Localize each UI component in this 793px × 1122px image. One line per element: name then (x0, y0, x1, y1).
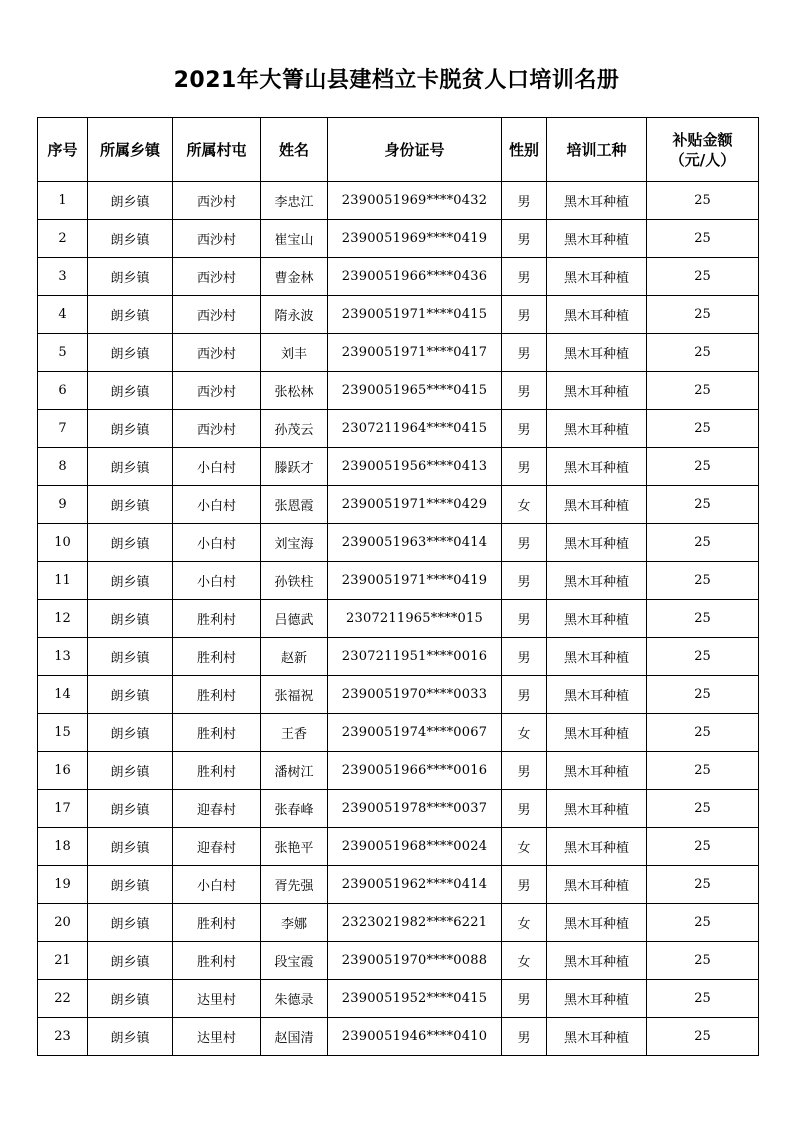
cell-village: 小白村 (173, 562, 261, 600)
cell-village: 小白村 (173, 486, 261, 524)
cell-subsidy: 25 (647, 790, 759, 828)
table-row (38, 486, 759, 524)
cell-town: 朗乡镇 (88, 638, 173, 676)
cell-id-number: 2390051956****0413 (328, 448, 502, 486)
cell-village: 胜利村 (173, 904, 261, 942)
cell-subsidy: 25 (647, 752, 759, 790)
cell-subsidy: 25 (647, 942, 759, 980)
table-row (38, 828, 759, 866)
cell-gender: 男 (502, 1018, 547, 1056)
cell-village: 西沙村 (173, 410, 261, 448)
cell-town: 朗乡镇 (88, 448, 173, 486)
cell-name: 胥先强 (261, 866, 328, 904)
cell-town: 朗乡镇 (88, 334, 173, 372)
table-header (38, 118, 759, 182)
cell-town: 朗乡镇 (88, 828, 173, 866)
cell-subsidy: 25 (647, 296, 759, 334)
cell-town: 朗乡镇 (88, 220, 173, 258)
cell-name: 潘树江 (261, 752, 328, 790)
cell-town: 朗乡镇 (88, 676, 173, 714)
header-village: 所属村屯 (173, 118, 261, 182)
cell-gender: 男 (502, 790, 547, 828)
cell-village: 迎春村 (173, 828, 261, 866)
cell-seq: 11 (38, 562, 88, 600)
cell-subsidy: 25 (647, 334, 759, 372)
cell-subsidy: 25 (647, 182, 759, 220)
cell-town: 朗乡镇 (88, 296, 173, 334)
cell-name: 张恩霞 (261, 486, 328, 524)
table-row (38, 220, 759, 258)
cell-id-number: 2390051963****0414 (328, 524, 502, 562)
cell-seq: 9 (38, 486, 88, 524)
cell-seq: 10 (38, 524, 88, 562)
cell-trade: 黑木耳种植 (547, 790, 647, 828)
cell-trade: 黑木耳种植 (547, 714, 647, 752)
header-subsidy (647, 118, 759, 182)
cell-trade: 黑木耳种植 (547, 258, 647, 296)
cell-name: 张春峰 (261, 790, 328, 828)
cell-village: 西沙村 (173, 182, 261, 220)
cell-town: 朗乡镇 (88, 258, 173, 296)
cell-name: 孙茂云 (261, 410, 328, 448)
cell-gender: 男 (502, 182, 547, 220)
cell-village: 小白村 (173, 866, 261, 904)
table-row (38, 942, 759, 980)
cell-id-number: 2390051970****0088 (328, 942, 502, 980)
cell-id-number: 2390051968****0024 (328, 828, 502, 866)
cell-gender: 男 (502, 334, 547, 372)
cell-town: 朗乡镇 (88, 372, 173, 410)
cell-village: 小白村 (173, 448, 261, 486)
cell-seq: 7 (38, 410, 88, 448)
table-row (38, 676, 759, 714)
cell-town: 朗乡镇 (88, 562, 173, 600)
cell-trade: 黑木耳种植 (547, 828, 647, 866)
cell-seq: 13 (38, 638, 88, 676)
cell-subsidy: 25 (647, 980, 759, 1018)
cell-village: 小白村 (173, 524, 261, 562)
cell-village: 胜利村 (173, 638, 261, 676)
cell-seq: 20 (38, 904, 88, 942)
training-roster-table (37, 117, 759, 1056)
cell-trade: 黑木耳种植 (547, 942, 647, 980)
cell-gender: 男 (502, 676, 547, 714)
cell-id-number: 2390051971****0429 (328, 486, 502, 524)
cell-trade: 黑木耳种植 (547, 182, 647, 220)
cell-name: 刘宝海 (261, 524, 328, 562)
cell-subsidy: 25 (647, 828, 759, 866)
cell-village: 胜利村 (173, 752, 261, 790)
cell-village: 西沙村 (173, 334, 261, 372)
cell-gender: 男 (502, 524, 547, 562)
cell-seq: 12 (38, 600, 88, 638)
cell-village: 胜利村 (173, 714, 261, 752)
cell-town: 朗乡镇 (88, 790, 173, 828)
cell-name: 赵新 (261, 638, 328, 676)
cell-trade: 黑木耳种植 (547, 752, 647, 790)
table-row (38, 258, 759, 296)
cell-seq: 14 (38, 676, 88, 714)
cell-seq: 17 (38, 790, 88, 828)
cell-gender: 男 (502, 752, 547, 790)
cell-gender: 男 (502, 296, 547, 334)
cell-village: 达里村 (173, 980, 261, 1018)
cell-town: 朗乡镇 (88, 486, 173, 524)
cell-village: 西沙村 (173, 372, 261, 410)
cell-town: 朗乡镇 (88, 714, 173, 752)
table-row (38, 600, 759, 638)
cell-trade: 黑木耳种植 (547, 676, 647, 714)
table-row (38, 410, 759, 448)
cell-id-number: 2390051946****0410 (328, 1018, 502, 1056)
cell-subsidy: 25 (647, 676, 759, 714)
header-subsidy-line1: 补贴金额 (672, 130, 733, 149)
header-name: 姓名 (261, 118, 328, 182)
cell-seq: 18 (38, 828, 88, 866)
cell-subsidy: 25 (647, 258, 759, 296)
cell-subsidy: 25 (647, 1018, 759, 1056)
cell-name: 朱德录 (261, 980, 328, 1018)
cell-id-number: 2390051971****0419 (328, 562, 502, 600)
cell-name: 张福祝 (261, 676, 328, 714)
table-row (38, 866, 759, 904)
cell-trade: 黑木耳种植 (547, 334, 647, 372)
table-row (38, 448, 759, 486)
header-gender: 性别 (502, 118, 547, 182)
page-title: 2021年大箐山县建档立卡脱贫人口培训名册 (173, 68, 620, 93)
table-body (38, 182, 759, 1056)
cell-id-number: 2307211965****015 (328, 600, 502, 638)
cell-village: 胜利村 (173, 676, 261, 714)
cell-trade: 黑木耳种植 (547, 372, 647, 410)
cell-town: 朗乡镇 (88, 182, 173, 220)
cell-name: 王香 (261, 714, 328, 752)
cell-gender: 女 (502, 942, 547, 980)
header-subsidy-line2: （元/人） (669, 150, 736, 169)
cell-town: 朗乡镇 (88, 1018, 173, 1056)
cell-id-number: 2307211951****0016 (328, 638, 502, 676)
cell-subsidy: 25 (647, 220, 759, 258)
cell-trade: 黑木耳种植 (547, 524, 647, 562)
cell-trade: 黑木耳种植 (547, 1018, 647, 1056)
cell-town: 朗乡镇 (88, 866, 173, 904)
cell-id-number: 2390051978****0037 (328, 790, 502, 828)
cell-id-number: 2390051970****0033 (328, 676, 502, 714)
cell-name: 李忠江 (261, 182, 328, 220)
cell-trade: 黑木耳种植 (547, 410, 647, 448)
cell-village: 西沙村 (173, 220, 261, 258)
header-id-number: 身份证号 (328, 118, 502, 182)
header-trade: 培训工种 (547, 118, 647, 182)
header-town: 所属乡镇 (88, 118, 173, 182)
cell-seq: 19 (38, 866, 88, 904)
cell-town: 朗乡镇 (88, 600, 173, 638)
cell-seq: 15 (38, 714, 88, 752)
cell-id-number: 2390051971****0415 (328, 296, 502, 334)
cell-village: 西沙村 (173, 258, 261, 296)
cell-seq: 5 (38, 334, 88, 372)
cell-gender: 男 (502, 866, 547, 904)
cell-trade: 黑木耳种植 (547, 562, 647, 600)
table-row (38, 790, 759, 828)
cell-trade: 黑木耳种植 (547, 486, 647, 524)
cell-subsidy: 25 (647, 638, 759, 676)
cell-gender: 女 (502, 904, 547, 942)
cell-seq: 4 (38, 296, 88, 334)
table-row (38, 904, 759, 942)
cell-town: 朗乡镇 (88, 752, 173, 790)
cell-gender: 女 (502, 486, 547, 524)
cell-gender: 男 (502, 638, 547, 676)
cell-seq: 6 (38, 372, 88, 410)
cell-subsidy: 25 (647, 410, 759, 448)
cell-name: 曹金林 (261, 258, 328, 296)
table-row (38, 980, 759, 1018)
header-seq: 序号 (38, 118, 88, 182)
cell-name: 张艳平 (261, 828, 328, 866)
cell-name: 崔宝山 (261, 220, 328, 258)
cell-gender: 女 (502, 714, 547, 752)
cell-town: 朗乡镇 (88, 942, 173, 980)
cell-id-number: 2390051971****0417 (328, 334, 502, 372)
table-row (38, 334, 759, 372)
cell-gender: 男 (502, 258, 547, 296)
table-row (38, 562, 759, 600)
cell-id-number: 2390051962****0414 (328, 866, 502, 904)
table-row (38, 524, 759, 562)
cell-seq: 21 (38, 942, 88, 980)
cell-id-number: 2307211964****0415 (328, 410, 502, 448)
cell-trade: 黑木耳种植 (547, 866, 647, 904)
cell-subsidy: 25 (647, 904, 759, 942)
cell-gender: 男 (502, 562, 547, 600)
cell-id-number: 2390051969****0419 (328, 220, 502, 258)
cell-subsidy: 25 (647, 486, 759, 524)
cell-village: 达里村 (173, 1018, 261, 1056)
cell-id-number: 2323021982****6221 (328, 904, 502, 942)
cell-subsidy: 25 (647, 562, 759, 600)
table-row (38, 714, 759, 752)
cell-trade: 黑木耳种植 (547, 600, 647, 638)
cell-name: 段宝霞 (261, 942, 328, 980)
cell-subsidy: 25 (647, 866, 759, 904)
cell-id-number: 2390051974****0067 (328, 714, 502, 752)
cell-name: 隋永波 (261, 296, 328, 334)
cell-trade: 黑木耳种植 (547, 980, 647, 1018)
cell-id-number: 2390051966****0436 (328, 258, 502, 296)
cell-trade: 黑木耳种植 (547, 638, 647, 676)
cell-trade: 黑木耳种植 (547, 220, 647, 258)
cell-id-number: 2390051952****0415 (328, 980, 502, 1018)
cell-village: 西沙村 (173, 296, 261, 334)
cell-seq: 8 (38, 448, 88, 486)
cell-name: 张松林 (261, 372, 328, 410)
cell-subsidy: 25 (647, 714, 759, 752)
cell-gender: 男 (502, 448, 547, 486)
cell-trade: 黑木耳种植 (547, 296, 647, 334)
table-row (38, 372, 759, 410)
cell-seq: 2 (38, 220, 88, 258)
cell-gender: 女 (502, 828, 547, 866)
cell-subsidy: 25 (647, 524, 759, 562)
table-row (38, 296, 759, 334)
cell-name: 滕跃才 (261, 448, 328, 486)
cell-name: 李娜 (261, 904, 328, 942)
cell-gender: 男 (502, 220, 547, 258)
cell-town: 朗乡镇 (88, 524, 173, 562)
cell-name: 赵国清 (261, 1018, 328, 1056)
cell-id-number: 2390051966****0016 (328, 752, 502, 790)
cell-gender: 男 (502, 372, 547, 410)
table-row (38, 182, 759, 220)
cell-village: 迎春村 (173, 790, 261, 828)
cell-seq: 1 (38, 182, 88, 220)
cell-village: 胜利村 (173, 600, 261, 638)
cell-id-number: 2390051969****0432 (328, 182, 502, 220)
cell-gender: 男 (502, 600, 547, 638)
cell-trade: 黑木耳种植 (547, 448, 647, 486)
table-row (38, 752, 759, 790)
cell-subsidy: 25 (647, 372, 759, 410)
cell-gender: 男 (502, 980, 547, 1018)
cell-id-number: 2390051965****0415 (328, 372, 502, 410)
table-row (38, 1018, 759, 1056)
table-row (38, 638, 759, 676)
cell-gender: 男 (502, 410, 547, 448)
cell-seq: 3 (38, 258, 88, 296)
cell-seq: 16 (38, 752, 88, 790)
cell-village: 胜利村 (173, 942, 261, 980)
cell-subsidy: 25 (647, 600, 759, 638)
cell-name: 吕德武 (261, 600, 328, 638)
cell-name: 孙铁柱 (261, 562, 328, 600)
cell-trade: 黑木耳种植 (547, 904, 647, 942)
cell-town: 朗乡镇 (88, 904, 173, 942)
header-row (38, 118, 759, 182)
cell-subsidy: 25 (647, 448, 759, 486)
cell-name: 刘丰 (261, 334, 328, 372)
cell-town: 朗乡镇 (88, 980, 173, 1018)
cell-town: 朗乡镇 (88, 410, 173, 448)
cell-seq: 22 (38, 980, 88, 1018)
cell-seq: 23 (38, 1018, 88, 1056)
